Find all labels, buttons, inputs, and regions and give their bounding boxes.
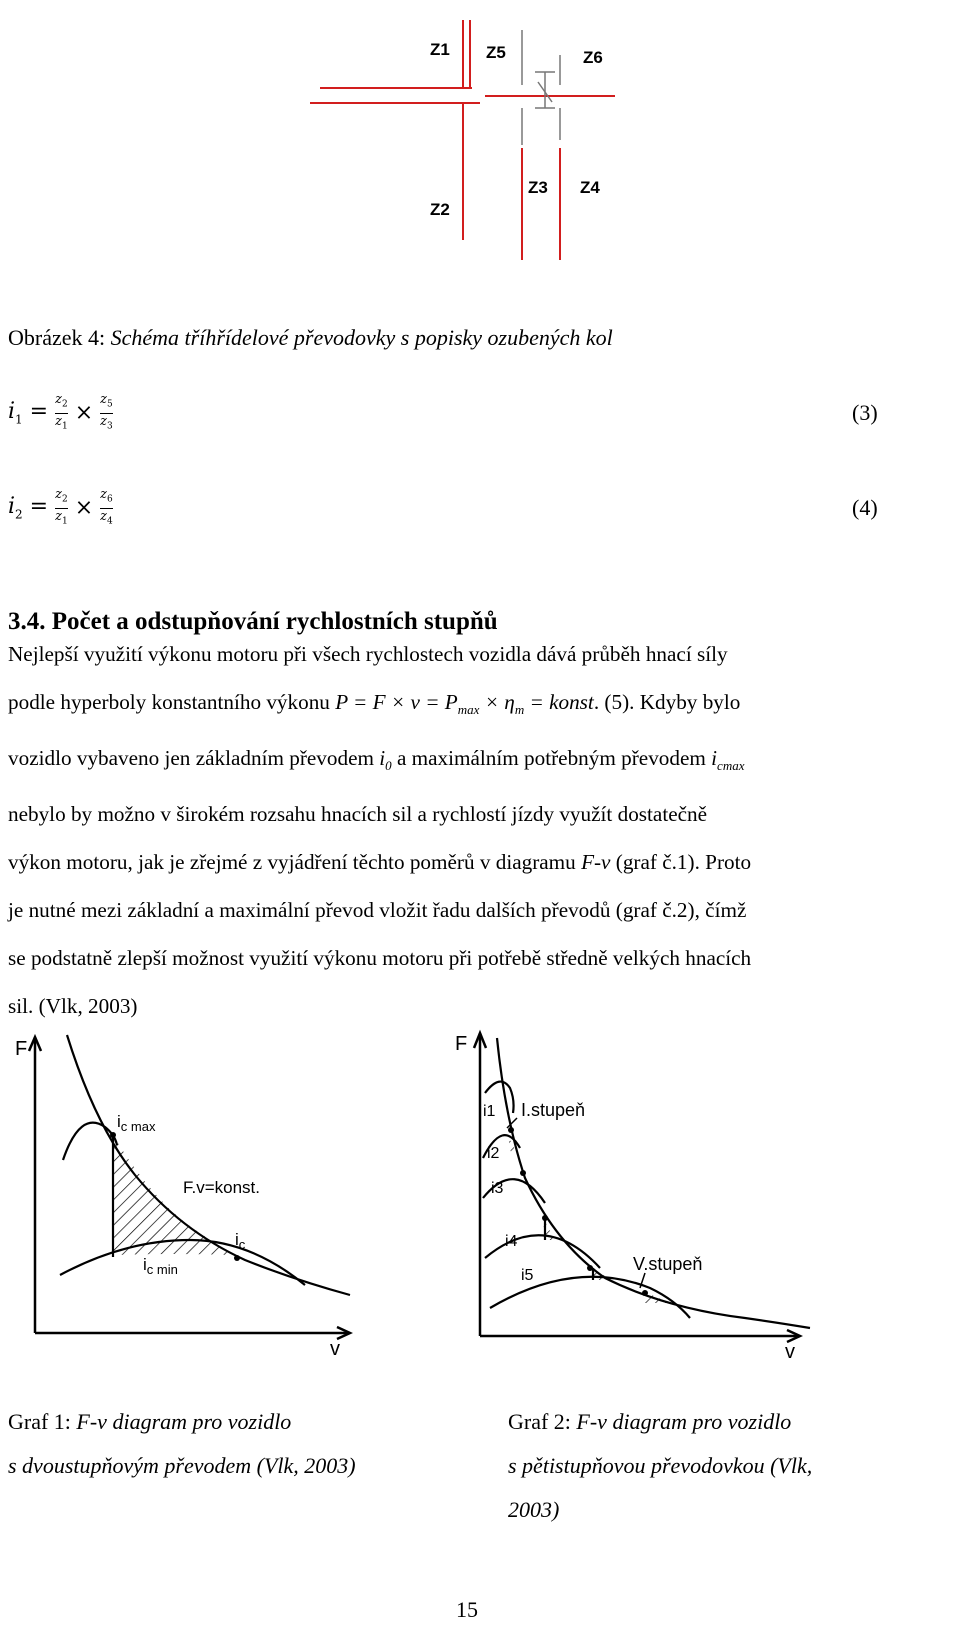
gear-label-z2: Z2 — [430, 200, 450, 219]
section-paragraph: Nejlepší využití výkonu motoru při všech rychlostech vozidla dává průběh hnací síly podle hyperboly konstantního výkonu $P = F \times v = P_{max} \times \eta_m$ = konst. (5). Kdyby bylo vozidlo vybaveno jen základním převodem $i_0$ a maximálním potřebným převodem $i_{cmax}$ nebylo by možno v širokém rozsahu hnacích sil a rychlostí jízdy využít dostatečně výkon motoru, jak je zřejmé z vyjádření těchto poměrů v diagramu F-v (graf č.1). Proto je nutné mezi základní a maximální převod vložit řadu dalších převodů (graf č.2), čímž se podstatně zlepší možnost využití výkonu motoru při potřebě středně velkých hnacích sil. (Vlk, 2003) — [8, 642, 752, 1019]
equation-4-number: (4) — [852, 495, 878, 520]
graph1-fv-diagram — [5, 1015, 375, 1370]
gear-label-z6: Z6 — [583, 48, 603, 67]
graph2-label-stage-5: V.stupeň — [633, 1254, 703, 1274]
graph2-label-i5: i5 — [521, 1267, 534, 1284]
graph2-caption: Graf 2: F-v diagram pro vozidlo s pětistupňovou převodovkou (Vlk, 2003) — [508, 1409, 813, 1522]
graph2-curve-i4 — [485, 1235, 600, 1268]
equation-3: $i_1$ = $\frac{z_2}{z_1}$ × $\frac{z_5}{z_3}$ — [8, 392, 113, 432]
graph2-label-f: F — [455, 1033, 468, 1055]
equation-4: $i_2$ = $\frac{z_2}{z_1}$ × $\frac{z_6}{z_4}$ — [8, 487, 113, 527]
graph2-label-i4: i4 — [505, 1233, 518, 1250]
graph2-label-v: v — [785, 1341, 795, 1363]
graph2-label-i3: i3 — [491, 1180, 504, 1197]
section-heading: 3.4. Počet a odstupňování rychlostních stupňů — [8, 608, 498, 635]
graph2-fv-diagram — [445, 1018, 825, 1373]
graph2-curve-i5 — [490, 1277, 690, 1318]
graph1-label-v: v — [330, 1338, 340, 1360]
graph1-caption: Graf 1: F-v diagram pro vozidlo s dvoustupňovým převodem (Vlk, 2003) — [8, 1409, 356, 1478]
graph1-label-ic: $i_c$ — [235, 1230, 246, 1252]
equation-3-number: (3) — [852, 400, 878, 425]
graph1-label-icmin: $i_{c min}$ — [143, 1255, 178, 1277]
graph1-label-f: F — [15, 1038, 28, 1060]
gear-label-z3: Z3 — [528, 178, 548, 197]
graph1-label-fv: F.v=konst. — [183, 1178, 261, 1197]
gear-label-z4: Z4 — [580, 178, 600, 197]
gearbox-schematic — [300, 0, 640, 260]
graph1-label-icmax: $i_{c max}$ — [117, 1112, 156, 1134]
gear-label-z5: Z5 — [486, 43, 506, 62]
gear-label-z1: Z1 — [430, 40, 450, 59]
graph2-label-i2: i2 — [487, 1145, 500, 1162]
graph1-curve-icmax — [63, 1123, 117, 1160]
figure4-caption: Obrázek 4: Schéma tříhřídelové převodovky s popisky ozubených kol — [8, 325, 613, 350]
page-number: 15 — [456, 1597, 478, 1622]
graph2-label-i1: i1 — [483, 1103, 496, 1120]
graph2-label-stage-1: I.stupeň — [521, 1100, 586, 1120]
graph1-hyperbola — [67, 1035, 350, 1295]
figure4-caption-title: Schéma tříhřídelové převodovky s popisky ozubených kol — [110, 325, 613, 350]
